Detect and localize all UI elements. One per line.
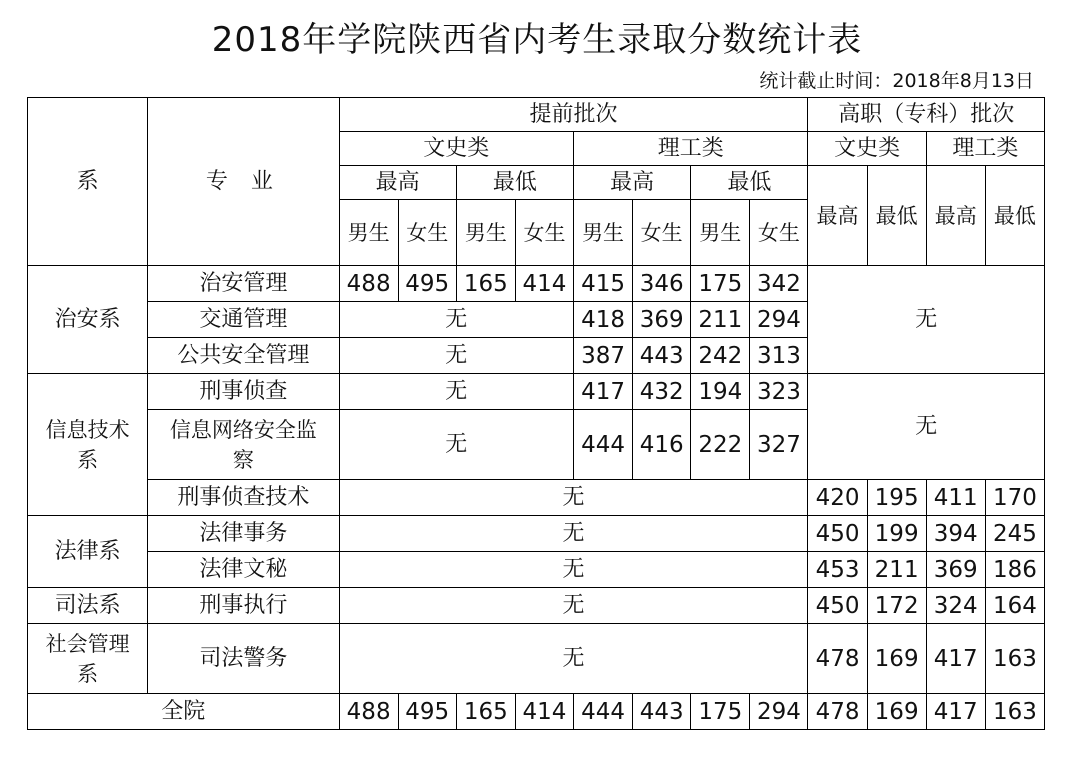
score-cell: 443 — [633, 338, 691, 374]
total-cell: 417 — [926, 694, 985, 730]
header-voc-ligong-lowest: 最低 — [985, 166, 1044, 266]
score-cell: 211 — [691, 302, 750, 338]
total-cell: 163 — [985, 694, 1044, 730]
score-cell: 488 — [339, 266, 398, 302]
total-cell: 414 — [515, 694, 573, 730]
header-voc-wenshi-highest: 最高 — [808, 166, 867, 266]
cutoff-date: 统计截止时间：2018年8月13日 — [759, 70, 1034, 92]
header-advance-wenshi: 文史类 — [339, 132, 573, 166]
table-row — [28, 266, 1045, 302]
total-cell: 294 — [750, 694, 808, 730]
score-cell: 242 — [691, 338, 750, 374]
score-cell: 211 — [867, 552, 926, 588]
score-cell: 418 — [574, 302, 633, 338]
none-cell: 无 — [339, 552, 808, 588]
none-cell: 无 — [339, 588, 808, 624]
score-cell: 163 — [985, 624, 1044, 694]
score-cell: 164 — [985, 588, 1044, 624]
score-cell: 394 — [926, 516, 985, 552]
header-female: 女生 — [398, 200, 456, 266]
score-cell: 453 — [808, 552, 867, 588]
header-male: 男生 — [691, 200, 750, 266]
header-voc-wenshi-lowest: 最低 — [867, 166, 926, 266]
score-cell: 313 — [750, 338, 808, 374]
major-cell: 交通管理 — [148, 302, 339, 338]
total-row — [28, 694, 1045, 730]
header-female: 女生 — [515, 200, 573, 266]
header-wenshi-lowest: 最低 — [456, 166, 573, 200]
score-cell: 342 — [750, 266, 808, 302]
score-cell: 170 — [985, 480, 1044, 516]
header-voc-ligong: 理工类 — [926, 132, 1044, 166]
dept-cell: 信息技术系 — [28, 374, 148, 516]
none-cell: 无 — [339, 624, 808, 694]
total-cell: 488 — [339, 694, 398, 730]
score-cell: 414 — [515, 266, 573, 302]
major-cell: 法律事务 — [148, 516, 339, 552]
total-cell: 495 — [398, 694, 456, 730]
table-row — [28, 588, 1045, 624]
score-cell: 416 — [633, 410, 691, 480]
header-dept: 系 — [28, 98, 148, 266]
score-cell: 478 — [808, 624, 867, 694]
major-cell: 刑事侦查 — [148, 374, 339, 410]
table-row — [28, 552, 1045, 588]
header-ligong-lowest: 最低 — [691, 166, 808, 200]
major-cell: 刑事侦查技术 — [148, 480, 339, 516]
dept-cell: 司法系 — [28, 588, 148, 624]
score-cell: 444 — [574, 410, 633, 480]
header-advance-ligong: 理工类 — [574, 132, 808, 166]
header-vocational-batch: 高职（专科）批次 — [808, 98, 1045, 132]
score-cell: 415 — [574, 266, 633, 302]
score-cell: 387 — [574, 338, 633, 374]
total-cell: 478 — [808, 694, 867, 730]
none-cell: 无 — [339, 516, 808, 552]
score-cell: 172 — [867, 588, 926, 624]
none-cell: 无 — [339, 338, 573, 374]
score-cell: 186 — [985, 552, 1044, 588]
score-cell: 169 — [867, 624, 926, 694]
admission-score-table — [27, 97, 1045, 730]
dept-cell: 法律系 — [28, 516, 148, 588]
header-voc-ligong-highest: 最高 — [926, 166, 985, 266]
total-cell: 443 — [633, 694, 691, 730]
major-cell: 刑事执行 — [148, 588, 339, 624]
table-row — [28, 516, 1045, 552]
score-cell: 199 — [867, 516, 926, 552]
header-advance-batch: 提前批次 — [339, 98, 808, 132]
dept-cell: 社会管理系 — [28, 624, 148, 694]
none-cell: 无 — [808, 374, 1045, 480]
header-female: 女生 — [633, 200, 691, 266]
header-wenshi-highest: 最高 — [339, 166, 456, 200]
header-male: 男生 — [456, 200, 515, 266]
score-cell: 420 — [808, 480, 867, 516]
total-cell: 444 — [574, 694, 633, 730]
score-cell: 369 — [926, 552, 985, 588]
table-row — [28, 480, 1045, 516]
major-cell: 信息网络安全监察 — [148, 410, 339, 480]
major-cell: 法律文秘 — [148, 552, 339, 588]
header-major: 专 业 — [148, 98, 339, 266]
score-cell: 417 — [574, 374, 633, 410]
header-male: 男生 — [339, 200, 398, 266]
header-voc-wenshi: 文史类 — [808, 132, 926, 166]
total-cell: 165 — [456, 694, 515, 730]
score-cell: 195 — [867, 480, 926, 516]
score-cell: 324 — [926, 588, 985, 624]
total-cell: 175 — [691, 694, 750, 730]
score-cell: 175 — [691, 266, 750, 302]
score-cell: 194 — [691, 374, 750, 410]
score-cell: 222 — [691, 410, 750, 480]
score-cell: 294 — [750, 302, 808, 338]
major-cell: 公共安全管理 — [148, 338, 339, 374]
none-cell: 无 — [808, 266, 1045, 374]
none-cell: 无 — [339, 302, 573, 338]
total-label: 全院 — [28, 694, 340, 730]
none-cell: 无 — [339, 410, 573, 480]
none-cell: 无 — [339, 480, 808, 516]
score-cell: 495 — [398, 266, 456, 302]
score-cell: 411 — [926, 480, 985, 516]
header-ligong-highest: 最高 — [574, 166, 691, 200]
score-cell: 450 — [808, 516, 867, 552]
major-cell: 司法警务 — [148, 624, 339, 694]
dept-cell: 治安系 — [28, 266, 148, 374]
header-female: 女生 — [750, 200, 808, 266]
table-row — [28, 374, 1045, 410]
score-cell: 327 — [750, 410, 808, 480]
score-cell: 369 — [633, 302, 691, 338]
score-cell: 450 — [808, 588, 867, 624]
page-title: 2018年学院陕西省内考生录取分数统计表 — [211, 20, 863, 60]
score-cell: 165 — [456, 266, 515, 302]
header-male: 男生 — [574, 200, 633, 266]
table-row — [28, 624, 1045, 694]
score-cell: 323 — [750, 374, 808, 410]
major-cell: 治安管理 — [148, 266, 339, 302]
score-cell: 432 — [633, 374, 691, 410]
none-cell: 无 — [339, 374, 573, 410]
total-cell: 169 — [867, 694, 926, 730]
score-cell: 346 — [633, 266, 691, 302]
score-cell: 417 — [926, 624, 985, 694]
score-cell: 245 — [985, 516, 1044, 552]
